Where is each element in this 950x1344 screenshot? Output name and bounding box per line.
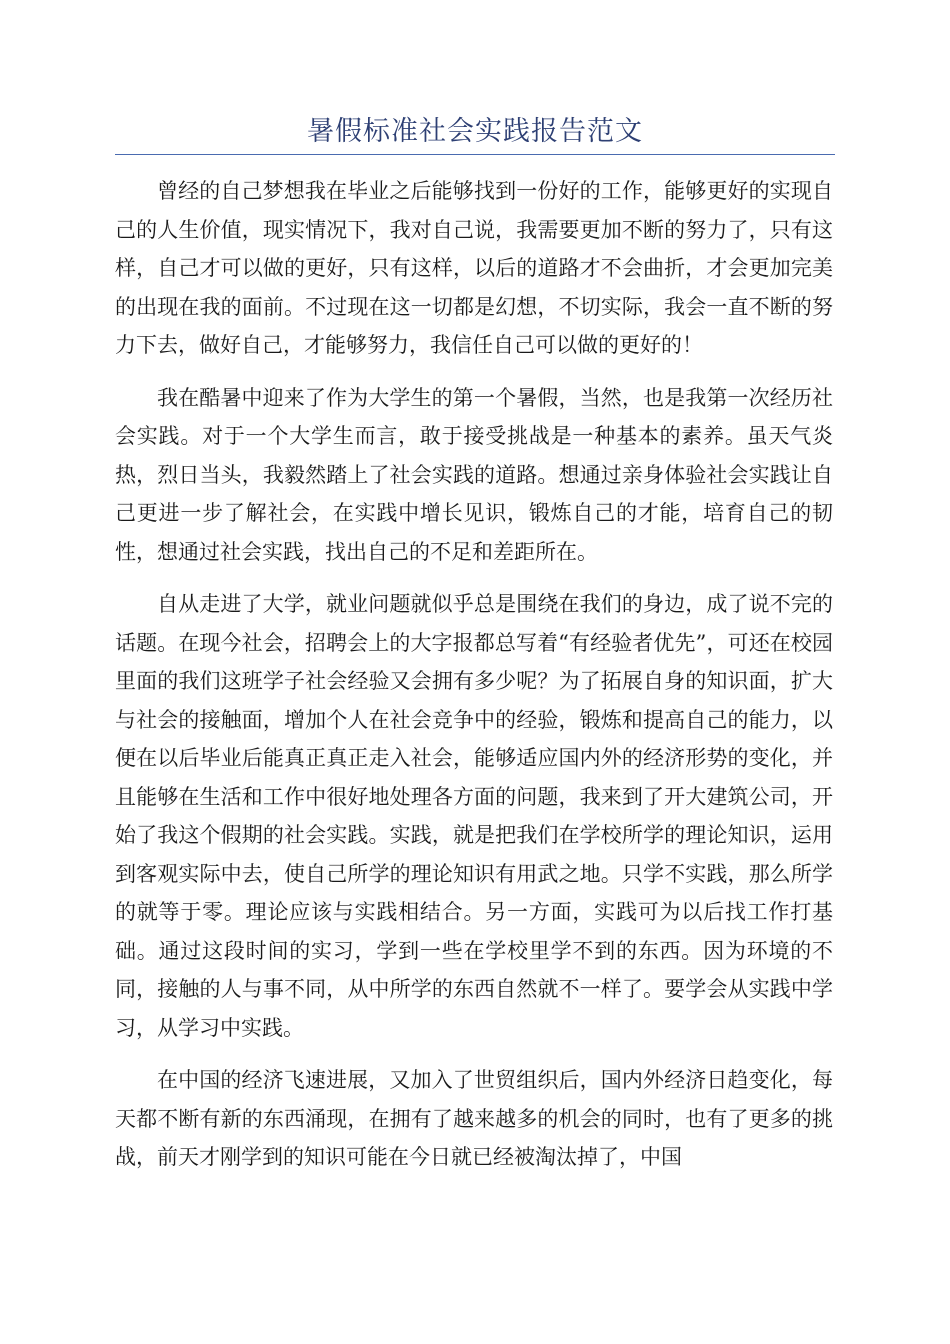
paragraph-2: 我在酷暑中迎来了作为大学生的第一个暑假，当然，也是我第一次经历社会实践。对于一个大学生而言，敢于接受挑战是一种基本的素养。虽天气炎热，烈日当头，我毅然踏上了社会实践的道路。想通过亲身体验社会实践让自己更进一步了解社会，在实践中增长见识，锻炼自己的才能，培育自己的韧性，想通过社会实践，找出自己的不足和差距所在。 (115, 385, 833, 564)
paragraph-1: 曾经的自己梦想我在毕业之后能够找到一份好的工作，能够更好的实现自己的人生价值，现实情况下，我对自己说，我需要更加不断的努力了，只有这样，自己才可以做的更好，只有这样，以后的道路才不会曲折，才会更加完美的出现在我的面前。不过现在这一切都是幻想，不切实际，我会一直不断的努力下去，做好自己，才能够努力，我信任自己可以做的更好的！ (115, 179, 833, 357)
paragraph-3: 自从走进了大学，就业问题就似乎总是围绕在我们的身边，成了说不完的话题。在现今社会，招聘会上的大字报都总写着“有经验者优先”，可还在校园里面的我们这班学子社会经验又会拥有多少呢？为了拓展自身的知识面，扩大与社会的接触面，增加个人在社会竞争中的经验，锻炼和提高自己的能力，以便在以后毕业后能真正真正走入社会，能够适应国内外的经济形势的变化，并且能够在生活和工作中很好地处理各方面的问题，我来到了开大建筑公司，开始了我这个假期的社会实践。实践，就是把我们在学校所学的理论知识，运用到客观实际中去，使自己所学的理论知识有用武之地。只学不实践，那么所学的就等于零。理论应该与实践相结合。另一方面，实践可为以后找工作打基础。通过这段时间的实习，学到一些在学校里学不到的东西。因为环境的不同，接触的人与事不同，从中所学的东西自然就不一样了。要学会从实践中学习，从学习中实践。 (115, 592, 833, 1040)
document-title: 暑假标准社会实践报告范文 (307, 116, 643, 147)
title-underline (115, 154, 835, 155)
document-body (115, 172, 833, 1191)
paragraph-4: 在中国的经济飞速进展，又加入了世贸组织后，国内外经济日趋变化，每天都不断有新的东西涌现，在拥有了越来越多的机会的同时，也有了更多的挑战，前天才刚学到的知识可能在今日就已经被淘汰掉了，中国 (115, 1068, 833, 1169)
